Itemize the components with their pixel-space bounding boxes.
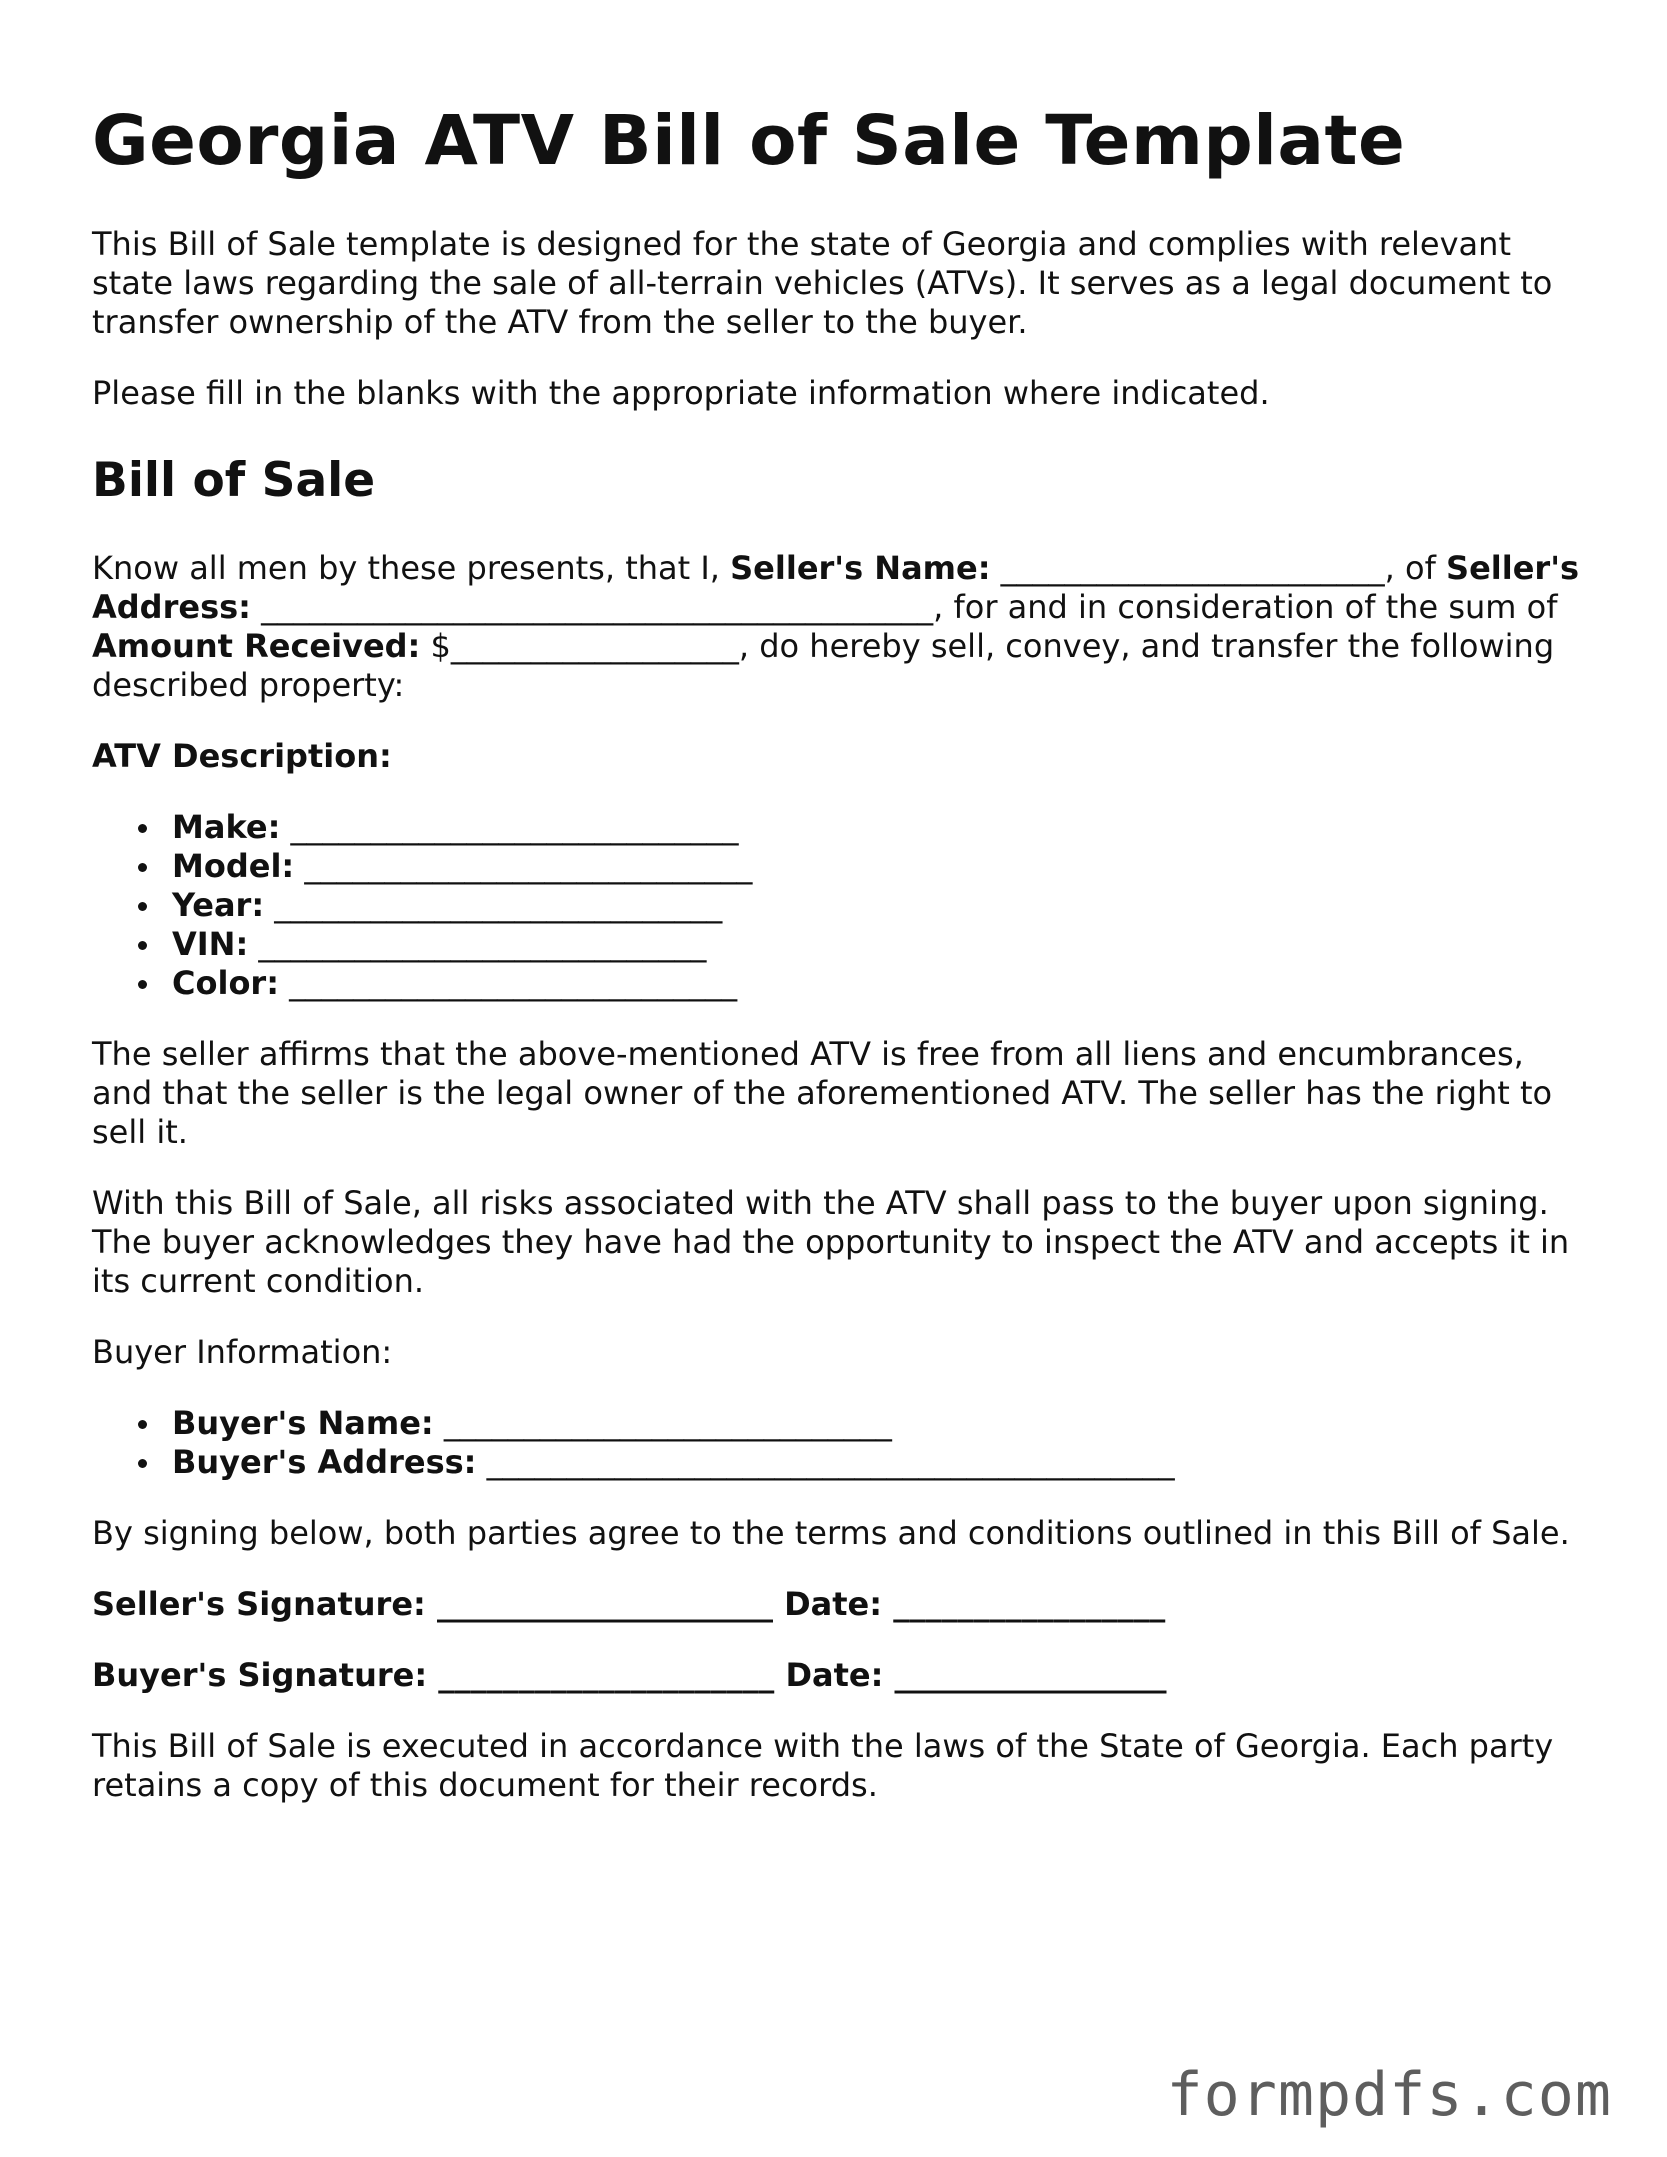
seller-address-label: Seller's Address: xyxy=(92,549,1580,627)
seller-signature-blank[interactable]: _____________________ xyxy=(425,1585,785,1624)
model-blank[interactable]: ____________________________ xyxy=(294,847,753,886)
closing-paragraph: This Bill of Sale is executed in accordance with the laws of the State of Georgia. Each party retains a copy of this document for their records. xyxy=(92,1727,1554,1805)
year-blank[interactable]: ____________________________ xyxy=(264,886,723,925)
model-label: Model: xyxy=(172,847,295,886)
buyer-name-label: Buyer's Name: xyxy=(172,1404,434,1443)
conveyance-text: , for and in consideration of the sum of xyxy=(933,588,1558,627)
buyer-signature-blank[interactable]: _____________________ xyxy=(427,1656,786,1695)
buyer-name-blank[interactable]: ____________________________ xyxy=(433,1404,892,1443)
buyer-signature-line xyxy=(92,1656,1592,1695)
document-title: Georgia ATV Bill of Sale Template xyxy=(92,101,1406,181)
document-page xyxy=(92,100,1592,1837)
conveyance-text: Know all men by these presents, that I, xyxy=(92,549,731,588)
fill-instructions: Please fill in the blanks with the appropriate information where indicated. xyxy=(92,373,1270,412)
intro-paragraph: This Bill of Sale template is designed for the state of Georgia and complies with relevant state laws regarding the sale of all-terrain vehicles (ATVs). It serves as a legal document to transfer ownership of the ATV from the seller to the buyer. xyxy=(92,224,1553,341)
make-label: Make: xyxy=(172,808,281,847)
agreement-paragraph: By signing below, both parties agree to the terms and conditions outlined in this Bill of Sale. xyxy=(92,1514,1570,1553)
buyer-info-list xyxy=(92,1404,1592,1482)
amount-blank[interactable]: $__________________ xyxy=(420,627,739,666)
list-item xyxy=(138,886,1592,925)
seller-date-label: Date: xyxy=(784,1585,883,1624)
atv-description-heading xyxy=(92,737,1592,776)
seller-signature-line xyxy=(92,1585,1592,1624)
conveyance-text: , of xyxy=(1384,549,1447,588)
list-item xyxy=(138,964,1592,1003)
seller-name-blank[interactable]: ________________________ xyxy=(990,549,1385,588)
list-item xyxy=(138,808,1592,847)
list-item xyxy=(138,1443,1592,1482)
make-blank[interactable]: ____________________________ xyxy=(280,808,739,847)
risk-paragraph: With this Bill of Sale, all risks associated with the ATV shall pass to the buyer upon signing. The buyer acknowledges they have had the opportunity to inspect the ATV and accepts it in its current condition. xyxy=(92,1184,1570,1301)
list-item xyxy=(138,847,1592,886)
list-item xyxy=(138,925,1592,964)
color-label: Color: xyxy=(172,964,279,1003)
buyer-date-blank[interactable]: _________________ xyxy=(883,1656,1167,1695)
affirmation-paragraph: The seller affirms that the above-mentioned ATV is free from all liens and encumbrances, and that the seller is the legal owner of the aforementioned ATV. The seller has the right to sell it. xyxy=(92,1035,1553,1152)
color-blank[interactable]: ____________________________ xyxy=(279,964,738,1003)
seller-date-blank[interactable]: _________________ xyxy=(882,1585,1166,1624)
vin-blank[interactable]: ____________________________ xyxy=(248,925,707,964)
seller-address-blank[interactable]: __________________________________________ xyxy=(250,588,934,627)
conveyance-paragraph xyxy=(92,549,1592,705)
seller-name-label: Seller's Name: xyxy=(730,549,991,588)
seller-signature-label: Seller's Signature: xyxy=(92,1585,426,1624)
buyer-address-blank[interactable]: ___________________________________________ xyxy=(476,1443,1175,1482)
list-item xyxy=(138,1404,1592,1443)
section-title: Bill of Sale xyxy=(92,452,376,508)
buyer-address-label: Buyer's Address: xyxy=(172,1443,477,1482)
buyer-info-heading: Buyer Information: xyxy=(92,1333,393,1372)
atv-description-heading-text: ATV Description: xyxy=(92,737,392,776)
conveyance-text: , do hereby sell, convey, and transfer the following described property: xyxy=(92,627,1555,705)
amount-label: Amount Received: xyxy=(92,627,421,666)
buyer-date-label: Date: xyxy=(785,1656,884,1695)
watermark: formpdfs.com xyxy=(1166,2060,1612,2130)
atv-description-list xyxy=(92,808,1592,1003)
year-label: Year: xyxy=(172,886,265,925)
vin-label: VIN: xyxy=(172,925,249,964)
buyer-signature-label: Buyer's Signature: xyxy=(92,1656,428,1695)
